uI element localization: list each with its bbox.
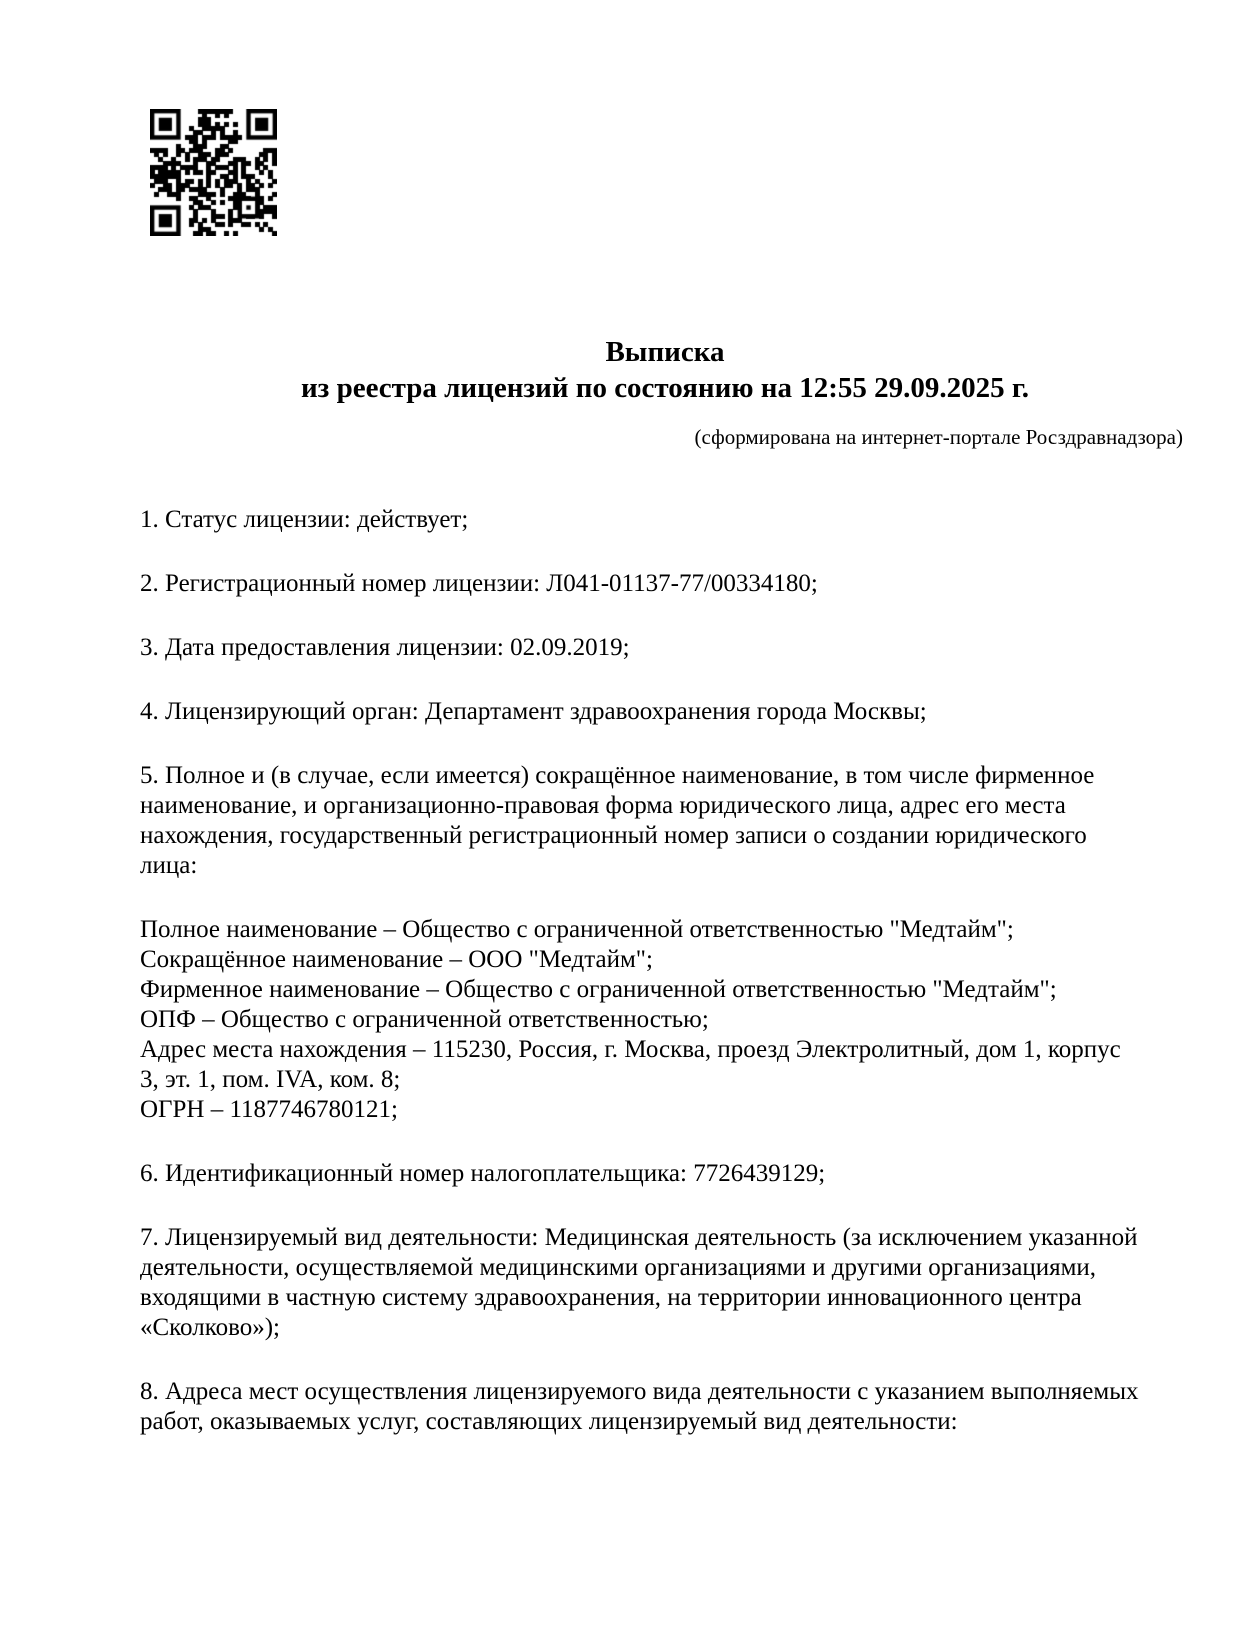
qr-code-icon	[150, 109, 277, 236]
paragraph-activity-addresses-intro	[140, 1377, 1140, 1437]
document-title	[140, 334, 1190, 406]
document-body	[140, 505, 1140, 1437]
paragraph-legal-entity-intro	[140, 761, 1140, 881]
title-line-1: Выписка	[605, 336, 725, 368]
paragraph-line: 8. Адреса мест осуществления лицензируемого вида деятельности с указанием выполняемых работ, оказываемых услуг, составляющих лицензируемый вид деятельности:	[140, 1378, 1139, 1435]
paragraph-line: ОГРН – 1187746780121;	[140, 1096, 398, 1123]
paragraph-line: 3. Дата предоставления лицензии: 02.09.2019;	[140, 634, 630, 661]
document-subtitle: (сформирована на интернет-портале Росздравнадзора)	[694, 425, 1183, 449]
paragraph-line: Полное наименование – Общество с ограниченной ответственностью "Медтайм";	[140, 916, 1014, 943]
paragraph-line: 4. Лицензирующий орган: Департамент здравоохранения города Москвы;	[140, 698, 927, 725]
paragraph-line: Адрес места нахождения – 115230, Россия, г. Москва, проезд Электролитный, дом 1, корпус 3, эт. 1, пом. IVA, ком. 8;	[140, 1036, 1121, 1093]
paragraph-line: 7. Лицензируемый вид деятельности: Медицинская деятельность (за исключением указанной деятельности, осуществляемой медицинскими организациями и другими организациями, входящими в частную систему здравоохранения, на территории инновационного центра «Сколково»);	[140, 1224, 1138, 1341]
paragraph-line: Сокращённое наименование – ООО "Медтайм";	[140, 946, 653, 973]
paragraph-line: 6. Идентификационный номер налогоплательщика: 7726439129;	[140, 1160, 826, 1187]
paragraph-legal-entity-details	[140, 915, 1140, 1125]
paragraph-license-status	[140, 505, 1140, 535]
paragraph-licensing-authority	[140, 697, 1140, 727]
paragraph-taxpayer-number	[140, 1159, 1140, 1189]
paragraph-line: 1. Статус лицензии: действует;	[140, 506, 469, 533]
paragraph-registration-number	[140, 569, 1140, 599]
paragraph-line: Фирменное наименование – Общество с ограниченной ответственностью "Медтайм";	[140, 976, 1057, 1003]
paragraph-licensed-activity	[140, 1223, 1140, 1343]
title-line-2: из реестра лицензий по состоянию на 12:55 29.09.2025 г.	[300, 372, 1030, 404]
paragraph-line: 2. Регистрационный номер лицензии: Л041-01137-77/00334180;	[140, 570, 818, 597]
paragraph-line: ОПФ – Общество с ограниченной ответственностью;	[140, 1006, 709, 1033]
paragraph-grant-date	[140, 633, 1140, 663]
paragraph-line: 5. Полное и (в случае, если имеется) сокращённое наименование, в том числе фирменное наименование, и организационно-правовая форма юридического лица, адрес его места нахождения, государственный регистрационный номер записи о создании юридического лица:	[140, 762, 1095, 879]
